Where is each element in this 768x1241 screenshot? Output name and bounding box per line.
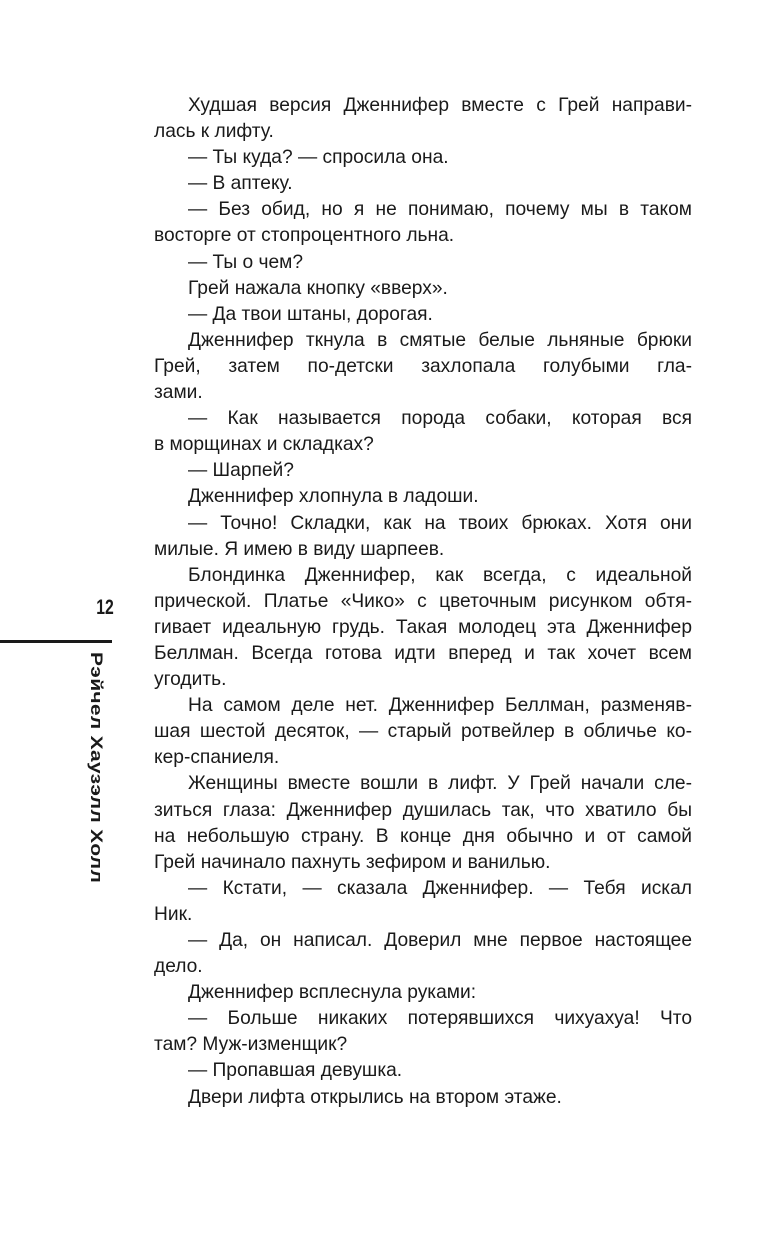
text-line: — Да твои штаны, дорогая. <box>188 303 433 325</box>
text-line: гивает идеальную грудь. Такая молодец эта Дженнифер <box>154 616 692 638</box>
text-line: Дженнифер хлопнула в ладоши. <box>188 486 479 508</box>
text-line: Ник. <box>154 903 193 925</box>
text-line: — Шарпей? <box>188 460 294 482</box>
text-line: в морщинах и складках? <box>154 434 374 456</box>
text-line: там? Муж-изменщик? <box>154 1034 348 1056</box>
text-line: дело. <box>154 956 203 978</box>
text-line: Двери лифта открылись на втором этаже. <box>188 1086 562 1108</box>
text-line: — Точно! Складки, как на твоих брюках. Хотя они <box>188 512 692 534</box>
text-line: Дженнифер ткнула в смятые белые льняные брюки <box>188 329 692 351</box>
text-line: восторге от стопроцентного льна. <box>154 225 455 247</box>
text-line: зами. <box>154 382 203 404</box>
text-line: На самом деле нет. Дженнифер Беллман, разменяв- <box>188 695 692 717</box>
text-line: зиться глаза: Дженнифер душилась так, что хватило бы <box>154 799 692 821</box>
text-line: — Пропавшая девушка. <box>188 1060 403 1082</box>
text-line: — В аптеку. <box>188 173 293 195</box>
text-line: шая шестой десяток, — старый ротвейлер в обличье ко- <box>154 721 692 743</box>
text-line: кер-спаниеля. <box>154 747 280 769</box>
text-line: Женщины вместе вошли в лифт. У Грей начали сле- <box>188 773 692 795</box>
text-line: — Как называется порода собаки, которая вся <box>188 408 692 430</box>
text-line: Блондинка Дженнифер, как всегда, с идеальной <box>188 564 692 586</box>
running-head-rule <box>0 640 112 643</box>
text-line: — Без обид, но я не понимаю, почему мы в таком <box>188 199 692 221</box>
text-line: Худшая версия Дженнифер вместе с Грей направи- <box>188 95 692 116</box>
text-line: Грей начинало пахнуть зефиром и ванилью. <box>154 851 551 873</box>
text-line: на небольшую страну. В конце дня обычно и от самой <box>154 825 692 847</box>
text-line: лась к лифту. <box>154 121 274 143</box>
page-number: 12 <box>96 596 114 619</box>
text-line: угодить. <box>154 669 227 691</box>
text-line: милые. Я имею в виду шарпеев. <box>154 538 445 560</box>
text-line: — Больше никаких потерявшихся чихуахуа! Что <box>188 1008 692 1030</box>
body-text <box>154 93 692 1111</box>
running-head-author: Рэйчел Хаузэлл Холл <box>87 652 105 884</box>
text-line: — Кстати, — сказала Дженнифер. — Тебя искал <box>188 877 692 899</box>
text-line: — Ты о чем? <box>188 251 304 273</box>
text-line: Грей, затем по-детски захлопала голубыми гла- <box>154 355 692 377</box>
text-line: Грей нажала кнопку «вверх». <box>188 277 448 299</box>
text-line: Беллман. Всегда готова идти вперед и так хочет всем <box>154 642 692 664</box>
text-line: — Да, он написал. Доверил мне первое настоящее <box>188 930 692 951</box>
text-line: прической. Платье «Чико» с цветочным рисунком обтя- <box>154 590 692 612</box>
text-line: — Ты куда? — спросила она. <box>188 147 449 169</box>
text-line: Дженнифер всплеснула руками: <box>188 982 477 1004</box>
